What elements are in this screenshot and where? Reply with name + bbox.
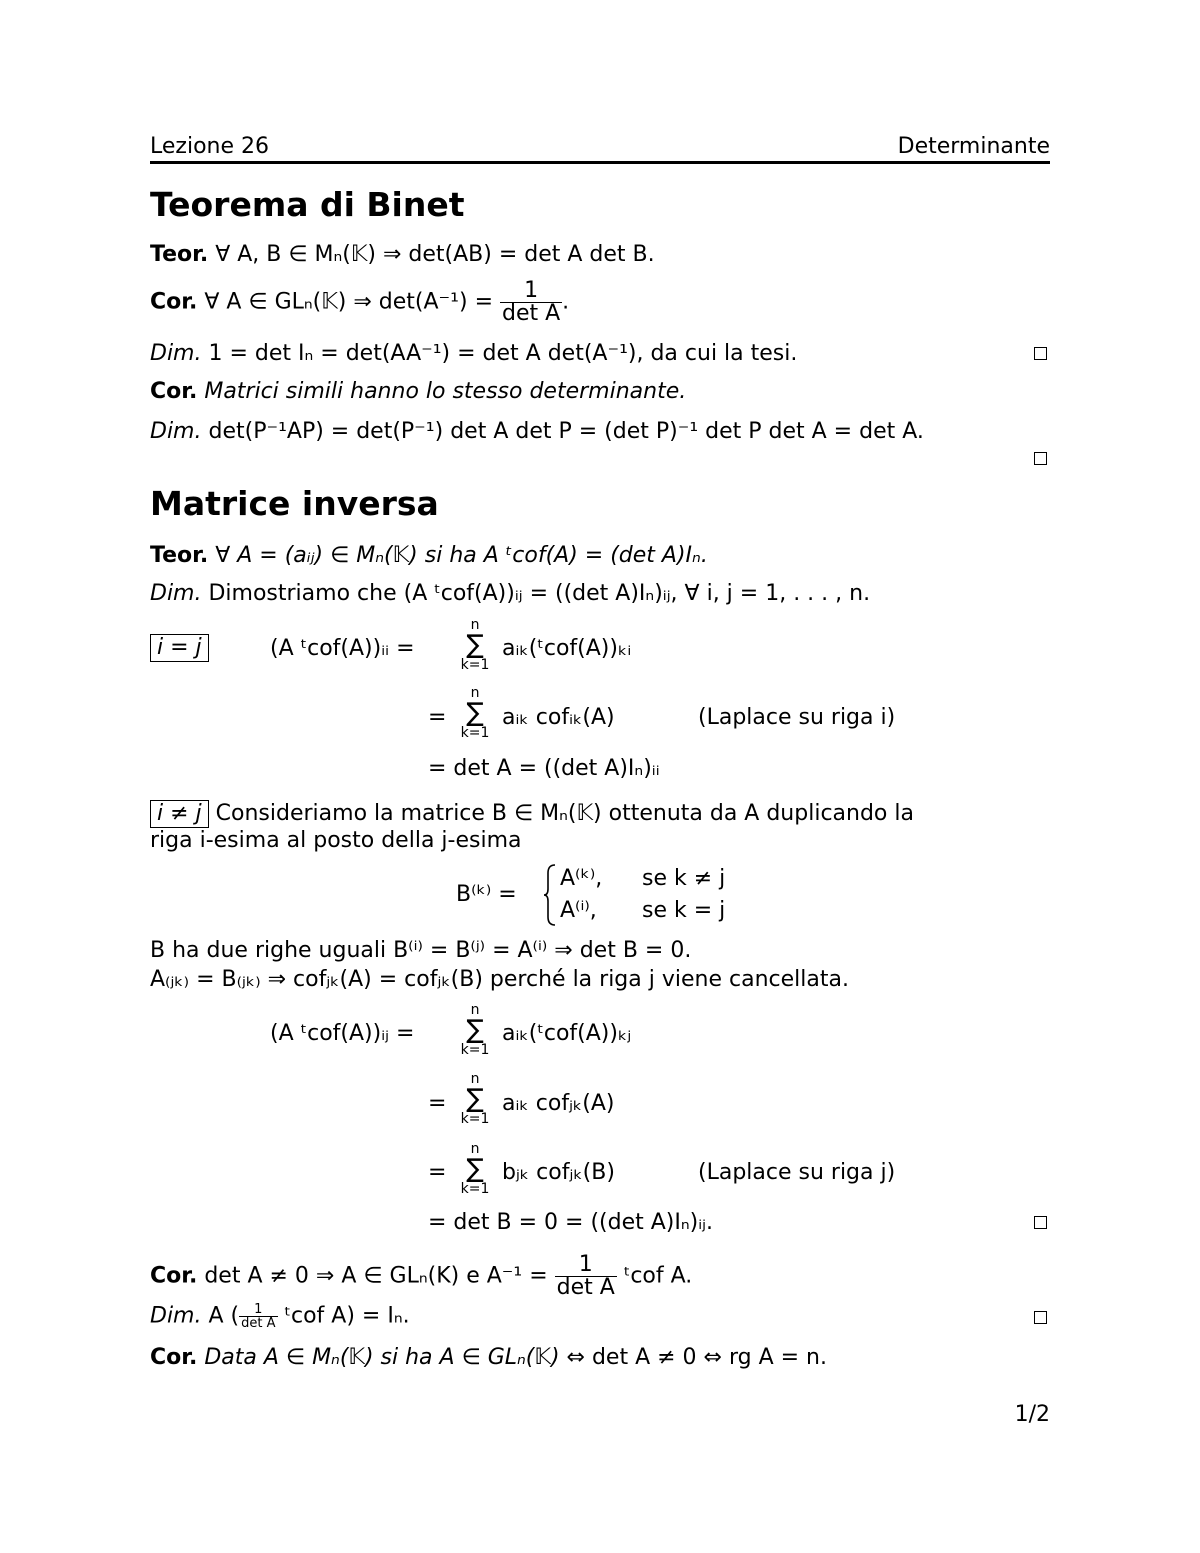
cor-inverse-formula bbox=[150, 1254, 692, 1299]
sum-sign: ∑ bbox=[466, 630, 484, 660]
cor-inverse-end: . bbox=[562, 289, 570, 315]
qed-square bbox=[1034, 452, 1047, 465]
dim-similar bbox=[150, 421, 924, 443]
case-diff-label: i ≠ j bbox=[150, 800, 209, 828]
cor-similar bbox=[150, 381, 686, 403]
b-equal-rows: B ha due righe uguali B⁽ⁱ⁾ = B⁽ʲ⁾ = A⁽ⁱ⁾ ⇒ det B = 0. bbox=[150, 938, 692, 963]
sum-symbol bbox=[455, 1003, 495, 1057]
case-equal-rhs2: aᵢₖ cofᵢₖ(A) bbox=[502, 705, 615, 730]
sum-sign: ∑ bbox=[466, 1084, 484, 1114]
dim-inverse-text: 1 = det Iₙ = det(AA⁻¹) = det A det(A⁻¹), da cui la tesi. bbox=[208, 341, 798, 366]
teor-binet-text: ∀ A, B ∈ Mₙ(𝕂) ⇒ det(AB) = det A det B. bbox=[215, 242, 655, 267]
case-equal-lhs: (A ᵗcof(A))ᵢᵢ = bbox=[270, 636, 415, 661]
dim-inverse-formula bbox=[150, 1303, 410, 1330]
teor-binet bbox=[150, 244, 655, 266]
dim-cofactor bbox=[150, 583, 870, 605]
dim-cofactor-text: Dimostriamo che (A ᵗcof(A))ᵢⱼ = ((det A)Iₙ)ᵢⱼ, ∀ i, j = 1, . . . , n. bbox=[208, 581, 871, 606]
e3-rhs: bⱼₖ cofⱼₖ(B) bbox=[502, 1160, 615, 1185]
cor-invertible-rest: det A ≠ 0 ⇔ rg A = n. bbox=[591, 1345, 827, 1370]
dim-label: Dim. bbox=[150, 341, 202, 366]
bk-case2: A⁽ⁱ⁾, bbox=[560, 898, 597, 923]
section-title-inverse: Matrice inversa bbox=[150, 484, 439, 523]
cor-similar-text: Matrici simili hanno lo stesso determinante. bbox=[204, 379, 687, 404]
e2-eq: = bbox=[428, 1091, 447, 1116]
case-diff-line bbox=[150, 800, 914, 828]
bk-case1: A⁽ᵏ⁾, bbox=[560, 866, 603, 891]
fraction-numerator: 1 bbox=[254, 1302, 263, 1317]
cor-inverse-det bbox=[150, 280, 569, 325]
sum-top: n bbox=[470, 1002, 480, 1018]
sum-top: n bbox=[470, 1071, 480, 1087]
left-brace bbox=[542, 863, 558, 927]
e1-rhs: aᵢₖ(ᵗcof(A))ₖⱼ bbox=[502, 1021, 632, 1046]
teor-label: Teor. bbox=[150, 242, 209, 267]
sum-symbol bbox=[455, 1142, 495, 1196]
e2-rhs: aᵢₖ cofⱼₖ(A) bbox=[502, 1091, 615, 1116]
e3-note: (Laplace su riga j) bbox=[698, 1160, 896, 1185]
cor-invertible bbox=[150, 1347, 827, 1369]
case-equal-eq2: = bbox=[428, 705, 447, 730]
fraction-denominator: det A bbox=[502, 301, 561, 326]
sum-symbol bbox=[455, 686, 495, 740]
qed-square bbox=[1034, 1216, 1047, 1229]
dim-inverse-det bbox=[150, 343, 797, 365]
sum-bottom: k=1 bbox=[460, 1181, 490, 1197]
fraction-numerator: 1 bbox=[524, 278, 539, 303]
sum-bottom: k=1 bbox=[460, 657, 490, 673]
cor-label: Cor. bbox=[150, 1345, 198, 1370]
dim4-start: A ( bbox=[208, 1303, 240, 1329]
e3-eq: = bbox=[428, 1160, 447, 1185]
case-equal-rhs1: aᵢₖ(ᵗcof(A))ₖᵢ bbox=[502, 636, 632, 661]
qed-square bbox=[1034, 1311, 1047, 1324]
cor-label: Cor. bbox=[150, 1263, 198, 1289]
sum-top: n bbox=[470, 617, 480, 633]
dim-label: Dim. bbox=[150, 581, 202, 606]
case-diff-text2: riga i-esima al posto della j-esima bbox=[150, 828, 522, 853]
sum-symbol bbox=[455, 1072, 495, 1126]
fraction bbox=[500, 280, 562, 325]
small-fraction bbox=[239, 1303, 277, 1330]
case-diff-text: Consideriamo la matrice B ∈ Mₙ(𝕂) ottenuta da A duplicando la bbox=[215, 801, 914, 826]
sum-sign: ∑ bbox=[466, 1015, 484, 1045]
cor-invertible-italic: Data A ∈ Mₙ(𝕂) si ha A ∈ GLₙ(𝕂) ⇔ bbox=[204, 1345, 585, 1370]
header-right: Determinante bbox=[897, 134, 1050, 159]
bk-lhs: B⁽ᵏ⁾ = bbox=[456, 882, 517, 907]
teor-cofactor bbox=[150, 545, 708, 567]
fraction bbox=[555, 1254, 617, 1299]
case-equal-note: (Laplace su riga i) bbox=[698, 705, 896, 730]
cor-inverse-formula-lhs: det A ≠ 0 ⇒ A ∈ GLₙ(K) e A⁻¹ = bbox=[204, 1263, 548, 1289]
dim-label: Dim. bbox=[150, 1303, 202, 1329]
a-jk-line: A₍ⱼₖ₎ = B₍ⱼₖ₎ ⇒ cofⱼₖ(A) = cofⱼₖ(B) perché la riga j viene cancellata. bbox=[150, 967, 849, 992]
qed-square bbox=[1034, 347, 1047, 360]
e1-lhs: (A ᵗcof(A))ᵢⱼ = bbox=[270, 1021, 415, 1046]
fraction-denominator: det A bbox=[556, 1275, 615, 1300]
section-title-binet: Teorema di Binet bbox=[150, 185, 465, 224]
bk-case2-cond: se k = j bbox=[642, 898, 726, 923]
sum-bottom: k=1 bbox=[460, 725, 490, 741]
sum-top: n bbox=[470, 685, 480, 701]
fraction-denominator: det A bbox=[241, 1316, 276, 1331]
e4-line: = det B = 0 = ((det A)Iₙ)ᵢⱼ. bbox=[428, 1210, 714, 1235]
header-rule bbox=[150, 161, 1050, 164]
page-number: 1/2 bbox=[1014, 1402, 1050, 1427]
sum-symbol bbox=[455, 618, 495, 672]
case-equal-box bbox=[150, 634, 209, 662]
sum-sign: ∑ bbox=[466, 1154, 484, 1184]
cor-inverse-formula-rhs: ᵗcof A. bbox=[623, 1263, 693, 1289]
dim4-end: ᵗcof A) = Iₙ. bbox=[284, 1303, 410, 1329]
sum-top: n bbox=[470, 1141, 480, 1157]
header-left: Lezione 26 bbox=[150, 134, 269, 159]
fraction-numerator: 1 bbox=[578, 1252, 593, 1277]
cor-label: Cor. bbox=[150, 289, 198, 315]
teor-cofactor-text: ∀ A = (aᵢⱼ) ∈ Mₙ(𝕂) si ha A ᵗcof(A) = (det A)Iₙ. bbox=[215, 543, 708, 568]
sum-bottom: k=1 bbox=[460, 1042, 490, 1058]
cor-label: Cor. bbox=[150, 379, 198, 404]
case-equal-rhs3: = det A = ((det A)Iₙ)ᵢᵢ bbox=[428, 756, 660, 781]
cor-inverse-lhs: ∀ A ∈ GLₙ(𝕂) ⇒ det(A⁻¹) = bbox=[204, 289, 493, 315]
sum-sign: ∑ bbox=[466, 698, 484, 728]
bk-case1-cond: se k ≠ j bbox=[642, 866, 726, 891]
dim-label: Dim. bbox=[150, 419, 202, 444]
teor-label: Teor. bbox=[150, 543, 209, 568]
sum-bottom: k=1 bbox=[460, 1111, 490, 1127]
case-equal-label: i = j bbox=[150, 634, 209, 662]
dim-similar-text: det(P⁻¹AP) = det(P⁻¹) det A det P = (det P)⁻¹ det P det A = det A. bbox=[208, 419, 924, 444]
